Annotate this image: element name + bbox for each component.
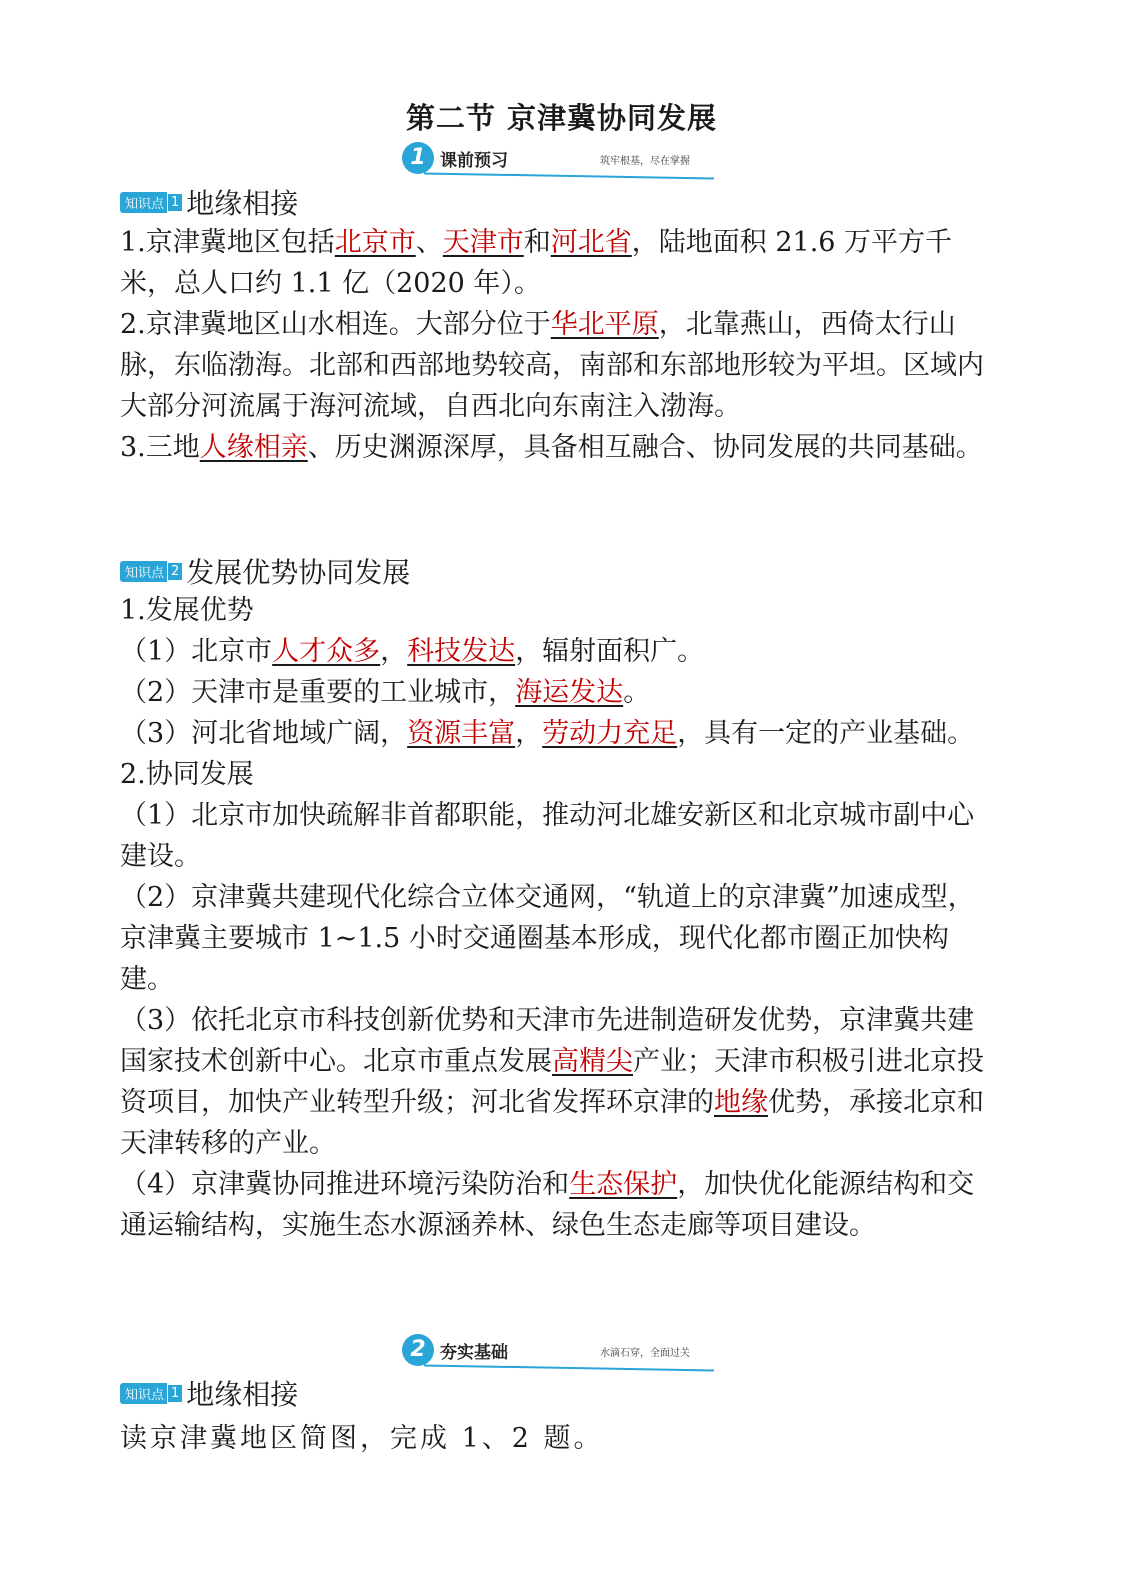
kp1-content bbox=[120, 222, 992, 468]
paragraph: （2）京津冀共建现代化综合立体交通网，“轨道上的京津冀”加速成型，京津冀主要城市 1~1.5 小时交通圈基本形成，现代化都市圈正加快构建。 bbox=[120, 882, 975, 995]
subheading: 1.发展优势 bbox=[120, 595, 254, 626]
banner-label: 夯实基础 bbox=[440, 1343, 508, 1363]
knowledge-point-heading: 地缘相接 bbox=[186, 187, 299, 220]
knowledge-point-tag: 知识点 bbox=[120, 192, 167, 213]
answer-text: 高精尖 bbox=[552, 1046, 633, 1077]
question-prompt: 读京津冀地区简图，完成 1、2 题。 bbox=[120, 1423, 604, 1454]
answer-text: 人才众多 bbox=[272, 636, 381, 667]
subheading: 2.协同发展 bbox=[120, 759, 254, 790]
answer-text: 河北省 bbox=[550, 227, 632, 258]
knowledge-point-2 bbox=[120, 551, 410, 591]
knowledge-point-number: 2 bbox=[168, 563, 182, 580]
paragraph: （4）京津冀协同推进环境污染防治和生态保护，加快优化能源结构和交通运输结构，实施生态水源涵养林、绿色生态走廊等项目建设。 bbox=[120, 1169, 975, 1241]
paragraph: （3）河北省地域广阔，资源丰富，劳动力充足，具有一定的产业基础。 bbox=[120, 718, 975, 749]
banner-underline bbox=[424, 172, 714, 179]
banner-number-icon: 1 bbox=[402, 142, 434, 174]
answer-text: 生态保护 bbox=[569, 1169, 678, 1200]
banner-number-icon: 2 bbox=[402, 1334, 434, 1366]
knowledge-point-heading: 发展优势协同发展 bbox=[186, 556, 411, 589]
answer-text: 天津市 bbox=[442, 227, 524, 258]
answer-text: 劳动力充足 bbox=[542, 718, 678, 749]
knowledge-point-heading: 地缘相接 bbox=[186, 1378, 299, 1411]
banner-label: 课前预习 bbox=[440, 151, 508, 171]
banner-underline bbox=[424, 1364, 714, 1371]
knowledge-point-tag: 知识点 bbox=[120, 561, 167, 582]
paragraph: （1）北京市人才众多，科技发达，辐射面积广。 bbox=[120, 636, 705, 667]
answer-text: 北京市 bbox=[334, 227, 416, 258]
knowledge-point-3 bbox=[120, 1373, 298, 1413]
answer-text: 地缘 bbox=[714, 1087, 768, 1118]
paragraph: 3.三地人缘相亲、历史渊源深厚，具备相互融合、协同发展的共同基础。 bbox=[120, 432, 983, 463]
banner-motto: 水滴石穿，全面过关 bbox=[600, 1348, 690, 1359]
paragraph: （3）依托北京市科技创新优势和天津市先进制造研发优势，京津冀共建国家技术创新中心。北京市重点发展高精尖产业；天津市积极引进北京投资项目，加快产业转型升级；河北省发挥环京津的地缘优势，承接北京和天津转移的产业。 bbox=[120, 1005, 984, 1159]
answer-text: 科技发达 bbox=[407, 636, 516, 667]
paragraph: （1）北京市加快疏解非首都职能，推动河北雄安新区和北京城市副中心建设。 bbox=[120, 800, 975, 872]
paragraph: （2）天津市是重要的工业城市，海运发达。 bbox=[120, 677, 651, 708]
answer-text: 资源丰富 bbox=[407, 718, 516, 749]
section-banner-foundation bbox=[402, 1334, 712, 1370]
knowledge-point-tag: 知识点 bbox=[120, 1383, 167, 1404]
answer-text: 海运发达 bbox=[515, 677, 624, 708]
answer-text: 华北平原 bbox=[550, 309, 659, 340]
paragraph: 2.京津冀地区山水相连。大部分位于华北平原，北靠燕山，西倚太行山脉，东临渤海。北部和西部地势较高，南部和东部地形较为平坦。区域内大部分河流属于海河流域，自西北向东南注入渤海。 bbox=[120, 309, 984, 422]
banner-motto: 筑牢根基，尽在掌握 bbox=[600, 156, 690, 167]
answer-text: 人缘相亲 bbox=[199, 432, 308, 463]
kp2-content bbox=[120, 590, 992, 1246]
paragraph: 1.京津冀地区包括北京市、天津市和河北省，陆地面积 21.6 万平方千米，总人口约 1.1 亿（2020 年）。 bbox=[120, 227, 953, 299]
knowledge-point-number: 1 bbox=[168, 1385, 182, 1402]
knowledge-point-number: 1 bbox=[168, 194, 182, 211]
knowledge-point-1 bbox=[120, 182, 298, 222]
page-title: 第二节 京津冀协同发展 bbox=[405, 101, 718, 135]
section-banner-preview bbox=[402, 142, 712, 178]
